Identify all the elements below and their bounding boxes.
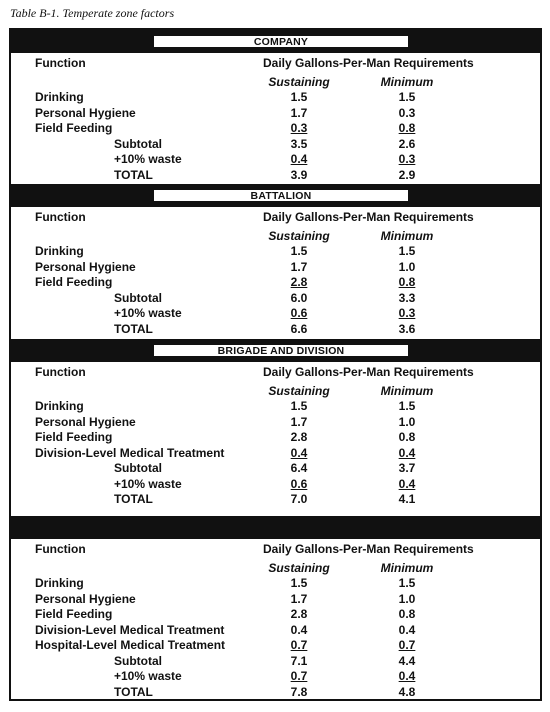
minimum-header: Minimum <box>380 229 434 243</box>
sustaining-value: 1.5 <box>290 90 308 104</box>
sustaining-header: Sustaining <box>268 561 330 575</box>
sustaining-header: Sustaining <box>268 384 330 398</box>
subtotal-label: Subtotal <box>114 653 162 668</box>
subtotal-minimum: 4.4 <box>398 653 416 668</box>
function-header: Function <box>35 542 86 556</box>
waste-label: +10% waste <box>114 669 182 683</box>
subtotal-sustaining: 7.1 <box>290 653 308 668</box>
waste-sustaining: 0.4 <box>290 152 308 166</box>
waste-label: +10% waste <box>114 476 182 491</box>
minimum-value: 0.3 <box>398 105 416 120</box>
sustaining-value: 0.4 <box>290 622 308 637</box>
waste-sustaining: 0.6 <box>290 476 308 491</box>
sustaining-value: 0.3 <box>290 121 308 135</box>
row-label: Personal Hygiene <box>35 259 136 274</box>
total-label: TOTAL <box>114 492 153 506</box>
sustaining-value: 2.8 <box>290 607 308 621</box>
waste-sustaining: 0.6 <box>290 306 308 320</box>
waste-minimum: 0.3 <box>398 306 416 320</box>
subtotal-minimum: 3.7 <box>398 461 416 475</box>
minimum-value: 0.8 <box>398 121 416 135</box>
total-sustaining: 7.8 <box>290 684 308 699</box>
row-label: Personal Hygiene <box>35 105 136 120</box>
total-sustaining: 6.6 <box>290 321 308 336</box>
sustaining-value: 1.5 <box>290 244 308 258</box>
sustaining-value: 1.7 <box>290 259 308 274</box>
requirements-header: Daily Gallons-Per-Man Requirements <box>263 542 474 556</box>
sustaining-value: 1.5 <box>290 576 308 590</box>
requirements-header: Daily Gallons-Per-Man Requirements <box>263 56 474 70</box>
minimum-header: Minimum <box>380 561 434 575</box>
subtotal-minimum: 2.6 <box>398 136 416 151</box>
total-minimum: 4.1 <box>398 492 416 506</box>
row-label: Drinking <box>35 576 84 590</box>
total-minimum: 3.6 <box>398 321 416 336</box>
table-caption: Table B-1. Temperate zone factors <box>10 6 175 20</box>
sustaining-header: Sustaining <box>268 229 330 243</box>
minimum-header: Minimum <box>380 75 434 89</box>
waste-label: +10% waste <box>114 152 182 166</box>
total-sustaining: 3.9 <box>290 167 308 182</box>
requirements-header: Daily Gallons-Per-Man Requirements <box>263 365 474 379</box>
function-header: Function <box>35 210 86 224</box>
minimum-value: 0.4 <box>398 622 416 637</box>
minimum-value: 0.8 <box>398 275 416 289</box>
row-label: Hospital-Level Medical Treatment <box>35 638 226 652</box>
subtotal-label: Subtotal <box>114 461 162 475</box>
sustaining-value: 0.7 <box>290 638 308 652</box>
minimum-value: 1.5 <box>398 90 416 104</box>
total-label: TOTAL <box>114 684 153 699</box>
sustaining-value: 2.8 <box>290 275 308 289</box>
section-title: COMPANY <box>153 35 409 48</box>
row-label: Personal Hygiene <box>35 591 136 606</box>
waste-label: +10% waste <box>114 306 182 320</box>
subtotal-sustaining: 3.5 <box>290 136 308 151</box>
row-label: Drinking <box>35 399 84 413</box>
total-sustaining: 7.0 <box>290 492 308 506</box>
section-title: BRIGADE AND DIVISION <box>153 344 409 357</box>
row-label: Personal Hygiene <box>35 414 136 429</box>
minimum-value: 1.5 <box>398 244 416 258</box>
subtotal-label: Subtotal <box>114 136 162 151</box>
function-header: Function <box>35 365 86 379</box>
minimum-value: 0.7 <box>398 638 416 652</box>
minimum-value: 1.5 <box>398 576 416 590</box>
minimum-value: 1.5 <box>398 399 416 413</box>
section-band <box>11 184 540 207</box>
subtotal-sustaining: 6.4 <box>290 461 308 475</box>
minimum-value: 1.0 <box>398 259 416 274</box>
function-header: Function <box>35 56 86 70</box>
subtotal-label: Subtotal <box>114 290 162 305</box>
minimum-value: 0.8 <box>398 607 416 621</box>
sustaining-value: 1.7 <box>290 414 308 429</box>
section-title: BATTALION <box>153 189 409 202</box>
row-label: Division-Level Medical Treatment <box>35 622 225 637</box>
section-band <box>11 339 540 362</box>
total-minimum: 4.8 <box>398 684 416 699</box>
sustaining-value: 0.4 <box>290 445 308 460</box>
row-label: Field Feeding <box>35 121 113 135</box>
minimum-value: 0.4 <box>398 445 416 460</box>
minimum-value: 1.0 <box>398 591 416 606</box>
sustaining-header: Sustaining <box>268 75 330 89</box>
waste-minimum: 0.3 <box>398 152 416 166</box>
sustaining-value: 1.7 <box>290 591 308 606</box>
sustaining-value: 1.5 <box>290 399 308 413</box>
sustaining-value: 1.7 <box>290 105 308 120</box>
waste-minimum: 0.4 <box>398 476 416 491</box>
requirements-header: Daily Gallons-Per-Man Requirements <box>263 210 474 224</box>
waste-minimum: 0.4 <box>398 669 416 683</box>
minimum-value: 0.8 <box>398 430 416 444</box>
minimum-header: Minimum <box>380 384 434 398</box>
minimum-value: 1.0 <box>398 414 416 429</box>
water-requirements-table <box>9 28 542 701</box>
total-minimum: 2.9 <box>398 167 416 182</box>
waste-sustaining: 0.7 <box>290 669 308 683</box>
sustaining-value: 2.8 <box>290 430 308 444</box>
row-label: Field Feeding <box>35 607 113 621</box>
row-label: Drinking <box>35 244 84 258</box>
row-label: Division-Level Medical Treatment <box>35 445 225 460</box>
total-label: TOTAL <box>114 167 153 182</box>
total-label: TOTAL <box>114 321 153 336</box>
row-label: Field Feeding <box>35 275 113 289</box>
row-label: Field Feeding <box>35 430 113 444</box>
section-band <box>11 30 540 53</box>
subtotal-sustaining: 6.0 <box>290 290 308 305</box>
row-label: Drinking <box>35 90 84 104</box>
subtotal-minimum: 3.3 <box>398 290 416 305</box>
section-band <box>11 516 540 539</box>
